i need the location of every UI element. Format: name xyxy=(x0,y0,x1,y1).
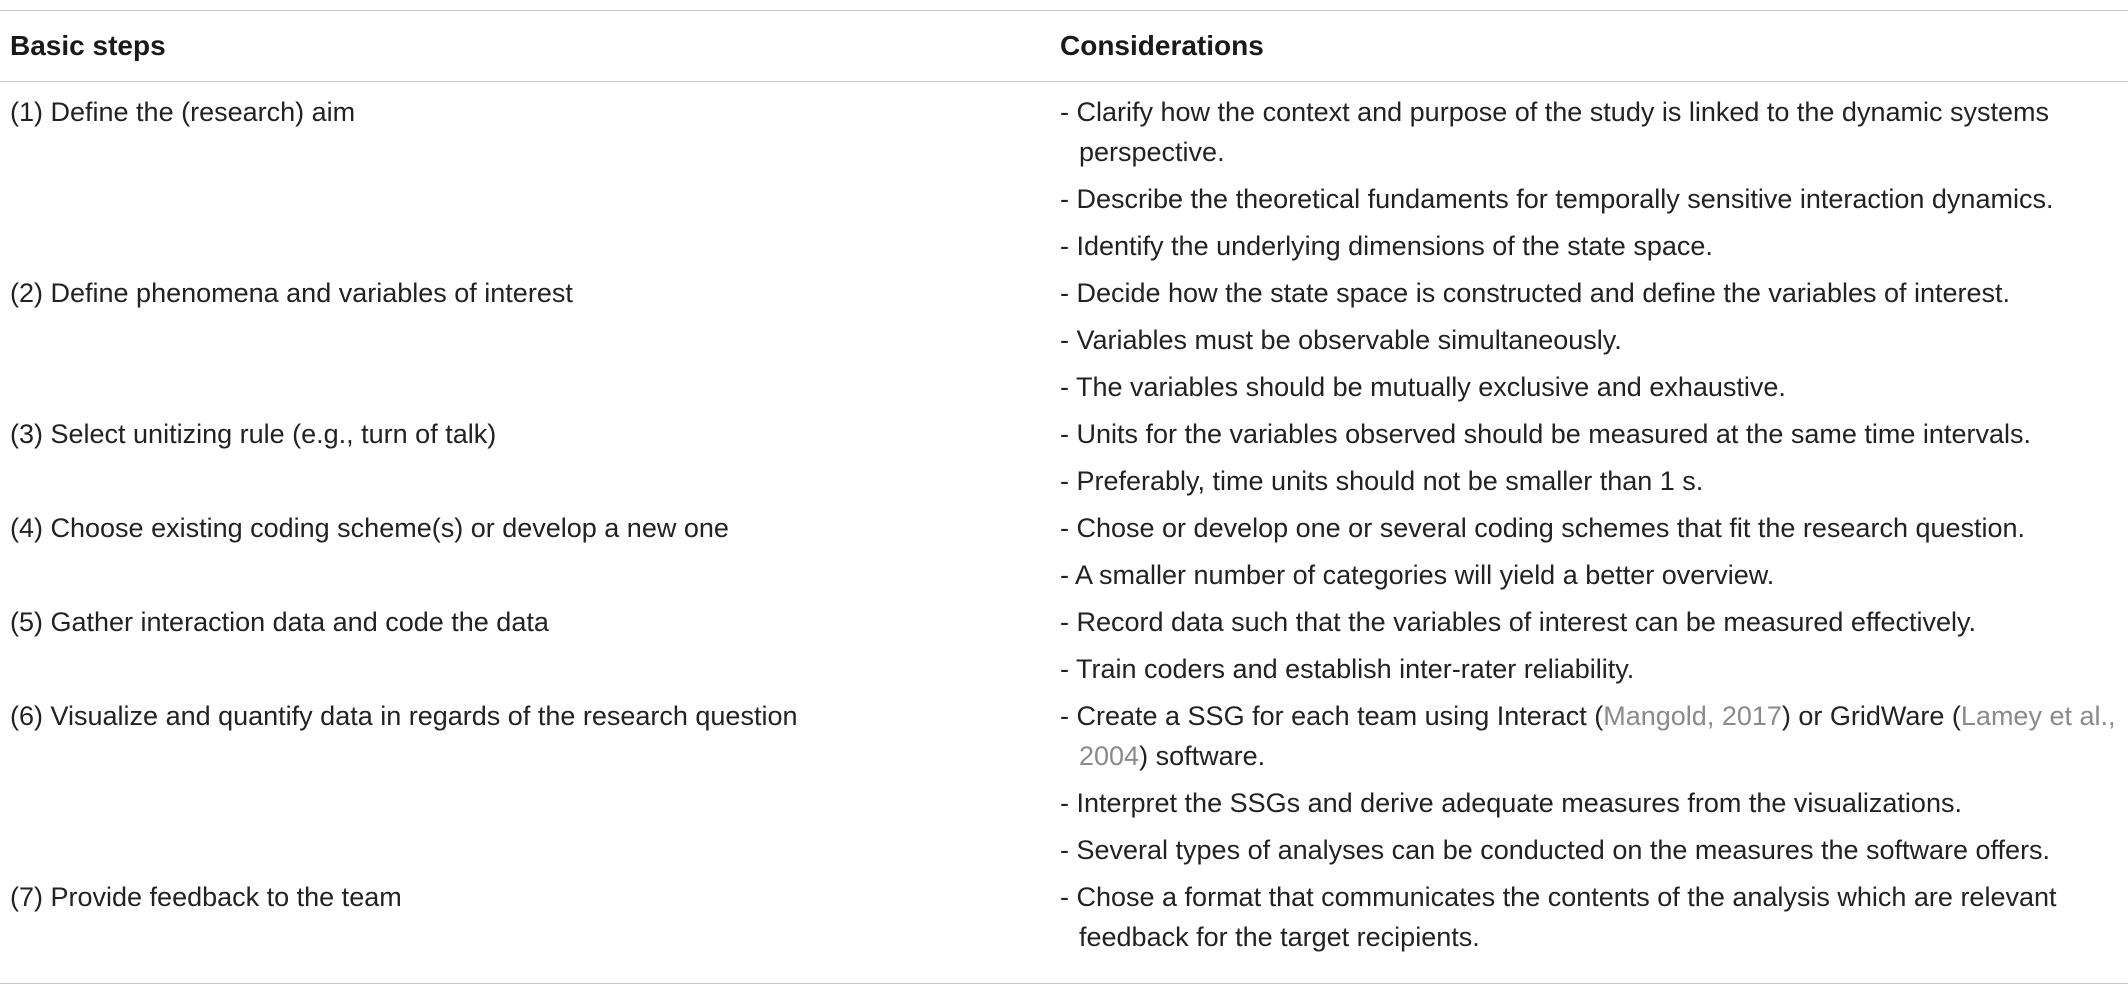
consideration-item: - Several types of analyses can be conducted on the measures the software offers. xyxy=(1060,835,2051,865)
consideration-item: - Preferably, time units should not be smaller than 1 s. xyxy=(1060,466,1704,496)
step-label: (5) Gather interaction data and code the data xyxy=(10,607,549,637)
consideration-item: - Units for the variables observed should be measured at the same time intervals. xyxy=(1060,419,2031,449)
consideration-item: - Interpret the SSGs and derive adequate measures from the visualizations. xyxy=(1060,788,1962,818)
header-basic-steps: Basic steps xyxy=(10,30,166,61)
considerations-list xyxy=(1060,877,2120,957)
consideration-text: ) software. xyxy=(1139,741,1266,771)
consideration-item: - Train coders and establish inter-rater reliability. xyxy=(1060,654,1635,684)
table-row-1 xyxy=(0,92,2128,266)
step-label: (4) Choose existing coding scheme(s) or develop a new one xyxy=(10,513,729,543)
table-row-2 xyxy=(0,273,2128,407)
consideration-item: - Clarify how the context and purpose of the study is linked to the dynamic systems perspective. xyxy=(1060,97,2049,167)
consideration-item: - Chose or develop one or several coding schemes that fit the research question. xyxy=(1060,513,2026,543)
citation-link-lamey[interactable]: Lamey et al., 2004 xyxy=(1079,701,2116,771)
considerations-list xyxy=(1060,273,2120,407)
considerations-list xyxy=(1060,696,2120,870)
considerations-list xyxy=(1060,414,2120,501)
citation-link-mangold[interactable]: Mangold, 2017 xyxy=(1603,701,1782,731)
consideration-item: - Decide how the state space is constructed and define the variables of interest. xyxy=(1060,278,2011,308)
step-label: (1) Define the (research) aim xyxy=(10,97,356,127)
consideration-item: - Chose a format that communicates the contents of the analysis which are relevant feedback for the target recipients. xyxy=(1060,882,2057,952)
step-label: (2) Define phenomena and variables of interest xyxy=(10,278,573,308)
consideration-item-ssg xyxy=(1060,696,2120,776)
step-label: (3) Select unitizing rule (e.g., turn of talk) xyxy=(10,419,497,449)
consideration-item: - Describe the theoretical fundaments for temporally sensitive interaction dynamics. xyxy=(1060,184,2054,214)
considerations-list xyxy=(1060,508,2120,595)
considerations-list xyxy=(1060,92,2120,266)
step-label: (6) Visualize and quantify data in regards of the research question xyxy=(10,701,798,731)
consideration-item: - The variables should be mutually exclusive and exhaustive. xyxy=(1060,372,1786,402)
table-row-6 xyxy=(0,696,2128,870)
consideration-item: - Identify the underlying dimensions of the state space. xyxy=(1060,231,1713,261)
table-row-7 xyxy=(0,877,2128,957)
table-bottom-rule xyxy=(0,983,2128,984)
consideration-item: - Record data such that the variables of interest can be measured effectively. xyxy=(1060,607,1976,637)
table-row-5 xyxy=(0,602,2128,689)
table-header-rule xyxy=(0,81,2128,82)
consideration-text: ) or GridWare ( xyxy=(1781,701,1961,731)
table-row-3 xyxy=(0,414,2128,501)
table-row-4 xyxy=(0,508,2128,595)
table-header xyxy=(0,10,2128,81)
header-considerations: Considerations xyxy=(1060,30,1264,61)
table-body xyxy=(0,92,2128,964)
consideration-item: - Variables must be observable simultaneously. xyxy=(1060,325,1622,355)
considerations-list xyxy=(1060,602,2120,689)
consideration-text: - Create a SSG for each team using Interact ( xyxy=(1060,701,1604,731)
consideration-item: - A smaller number of categories will yield a better overview. xyxy=(1060,560,1775,590)
step-label: (7) Provide feedback to the team xyxy=(10,882,402,912)
